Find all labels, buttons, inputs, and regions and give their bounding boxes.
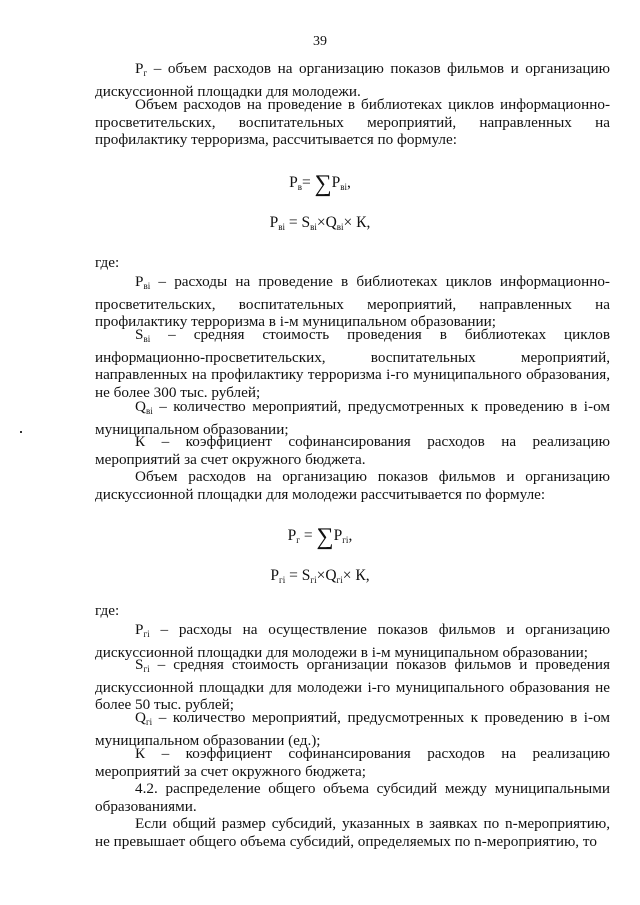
definition-svi: $S_{вi}$ – средняя стоимость проведения в библиотеках циклов информационно-просветительских, воспитательных мероприятий, направленных на профилактику терроризма i-го муниципального образования, не более 300 тыс. рублей; <box>95 326 610 401</box>
formula-pgi-product: $Р_{гi} = S_{гi}\times Q_{гi}\times К$, <box>270 567 370 585</box>
paragraph-pg-definition: $Р_г$ – объем расходов на организацию показов фильмов и организацию дискуссионной площадки для молодежи. <box>95 60 610 100</box>
scan-speck <box>20 431 22 433</box>
where-label-2: где: <box>95 602 120 619</box>
paragraph-films-intro: Объем расходов на организацию показов фильмов и организацию дискуссионной площадки для молодежи рассчитывается по формуле: <box>95 468 610 503</box>
definition-pvi: $Р_{вi}$ – расходы на проведение в библиотеках циклов информационно-просветительских, воспитательных мероприятий, направленных на профилактику терроризма в i-м муниципальном образовании; <box>95 273 610 331</box>
paragraph-if-total: Если общий размер субсидий, указанных в заявках по n-мероприятию, не превышает общего объема субсидий, определяемых по n-мероприятию, то <box>95 815 610 850</box>
page-number: 39 <box>313 34 327 49</box>
definition-k-2: К – коэффициент софинансирования расходов на реализацию мероприятий за счет окружного бюджета; <box>95 745 610 780</box>
formula-pg-sum: $Р_г = \sum Р_{гi}$, <box>287 524 353 550</box>
paragraph-library-intro: Объем расходов на проведение в библиотеках циклов информационно-просветительских, воспитательных мероприятий, направленных на профилактику терроризма, рассчитывается по формуле: <box>95 96 610 149</box>
formula-pv-sum: $Р_в= \sum Р_{вi}$, <box>289 171 351 197</box>
definition-qgi: $Q_{гi}$ – количество мероприятий, предусмотренных к проведению в i-ом муниципальном образовании (ед.); <box>95 709 610 749</box>
definition-pgi: $Р_{гi}$ – расходы на осуществление показов фильмов и организацию дискуссионной площадки для молодежи в i-м муниципальном образовании; <box>95 621 610 661</box>
paragraph-section-4-2: 4.2. распределение общего объема субсидий между муниципальными образованиями. <box>95 780 610 815</box>
definition-sgi: $S_{гi}$ – средняя стоимость организации показов фильмов и проведения дискуссионной площадки для молодежи i-го муниципального образования не более 50 тыс. рублей; <box>95 656 610 714</box>
definition-k-1: К – коэффициент софинансирования расходов на реализацию мероприятий за счет окружного бюджета. <box>95 433 610 468</box>
formula-pvi-product: $Р_{вi} = S_{вi}\times Q_{вi}\times К$, <box>269 214 371 232</box>
definition-qvi: $Q_{вi}$ – количество мероприятий, предусмотренных к проведению в i-ом муниципальном образовании; <box>95 398 610 438</box>
where-label-1: где: <box>95 254 120 271</box>
